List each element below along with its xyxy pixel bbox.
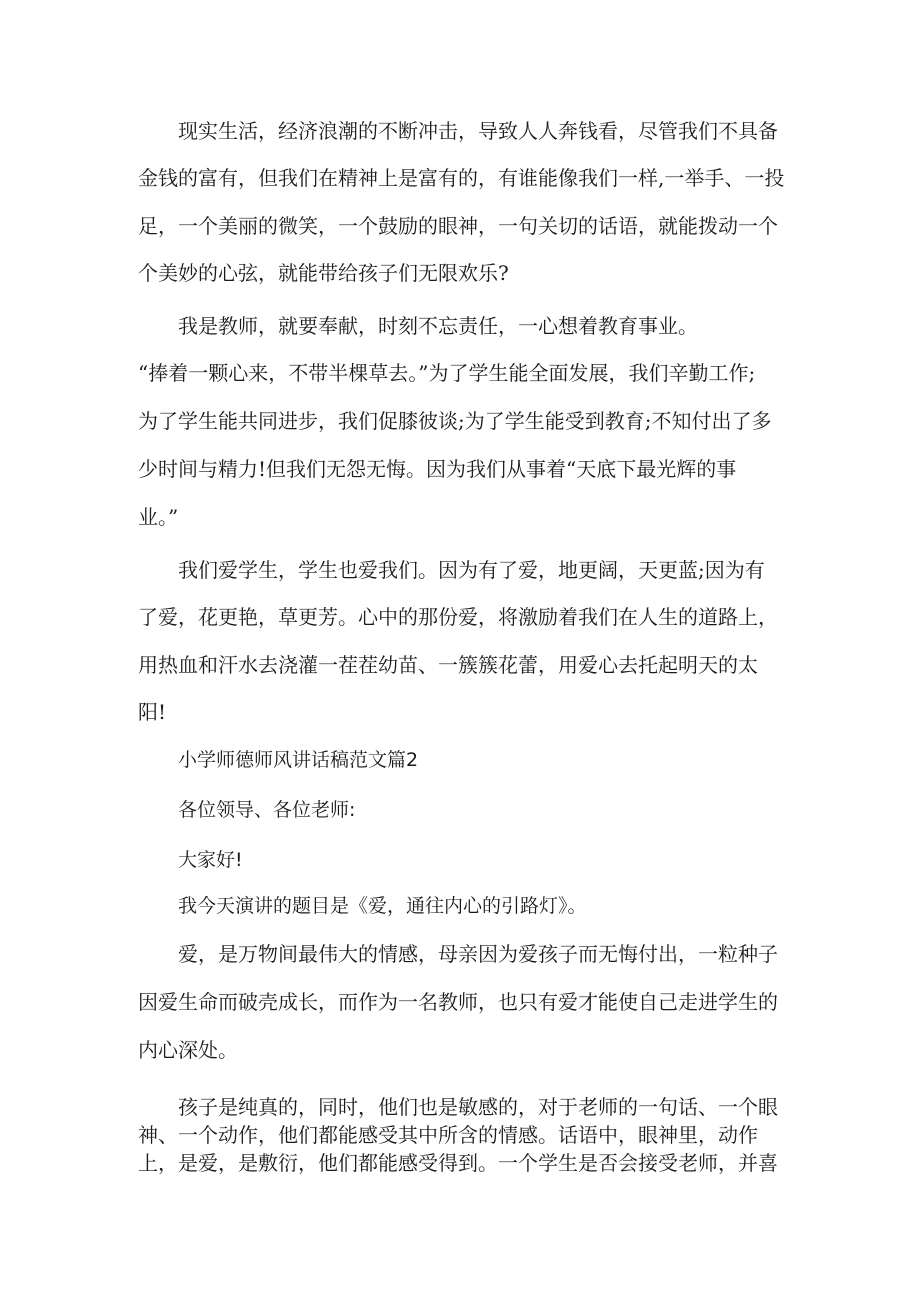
paragraph-2-line-4: 少时间与精力!但我们无怨无悔。因为我们从事着“天底下最光辉的事 bbox=[138, 457, 737, 481]
speech-topic: 我今天演讲的题目是《爱，通往内心的引路灯》。 bbox=[178, 895, 587, 917]
paragraph-2-line-1: 我是教师，就要奉献，时刻不忘责任，一心想着教育事业。 bbox=[178, 314, 698, 338]
paragraph-1-line-1: 现实生活，经济浪潮的不断冲击，导致人人奔钱看，尽管我们不具备 bbox=[178, 119, 778, 143]
paragraph-1-line-4: 个美妙的心弦，就能带给孩子们无限欢乐? bbox=[138, 261, 509, 285]
paragraph-5-line-3: 上，是爱，是敷衍，他们都能感受得到。一个学生是否会接受老师，并喜 bbox=[138, 1151, 778, 1175]
paragraph-3-line-2: 了爱，花更艳，草更芳。心中的那份爱，将激励着我们在人生的道路上， bbox=[138, 605, 778, 629]
paragraph-2-line-5: 业。” bbox=[138, 505, 179, 529]
paragraph-5-line-1: 孩子是纯真的，同时，他们也是敏感的，对于老师的一句话、一个眼 bbox=[178, 1095, 778, 1119]
paragraph-4-line-2: 因爱生命而破壳成长，而作为一名教师，也只有爱才能使自己走进学生的 bbox=[138, 990, 778, 1014]
paragraph-5-line-2: 神、一个动作，他们都能感受其中所含的情感。话语中，眼神里，动作 bbox=[138, 1123, 758, 1147]
greeting: 大家好! bbox=[178, 849, 243, 871]
paragraph-1-line-2: 金钱的富有，但我们在精神上是富有的，有谁能像我们一样,一举手、一投 bbox=[138, 166, 785, 190]
salutation: 各位领导、各位老师: bbox=[178, 799, 356, 821]
paragraph-3-line-1: 我们爱学生，学生也爱我们。因为有了爱，地更阔，天更蓝;因为有 bbox=[178, 558, 765, 582]
section-title: 小学师德师风讲话稿范文篇2 bbox=[178, 749, 419, 771]
paragraph-4-line-3: 内心深处。 bbox=[138, 1038, 238, 1062]
paragraph-3-line-4: 阳! bbox=[138, 700, 167, 724]
paragraph-2-line-2: “捧着一颗心来，不带半棵草去。”为了学生能全面发展，我们辛勤工作; bbox=[138, 361, 756, 385]
paragraph-3-line-3: 用热血和汗水去浇灌一茬茬幼苗、一簇簇花蕾，用爱心去托起明天的太 bbox=[138, 653, 758, 677]
paragraph-4-line-1: 爱，是万物间最伟大的情感，母亲因为爱孩子而无悔付出，一粒种子 bbox=[178, 942, 778, 966]
paragraph-2-line-3: 为了学生能共同进步，我们促膝彼谈;为了学生能受到教育;不知付出了多 bbox=[138, 409, 772, 433]
paragraph-1-line-3: 足，一个美丽的微笑，一个鼓励的眼神，一句关切的话语，就能拨动一个 bbox=[138, 214, 778, 238]
